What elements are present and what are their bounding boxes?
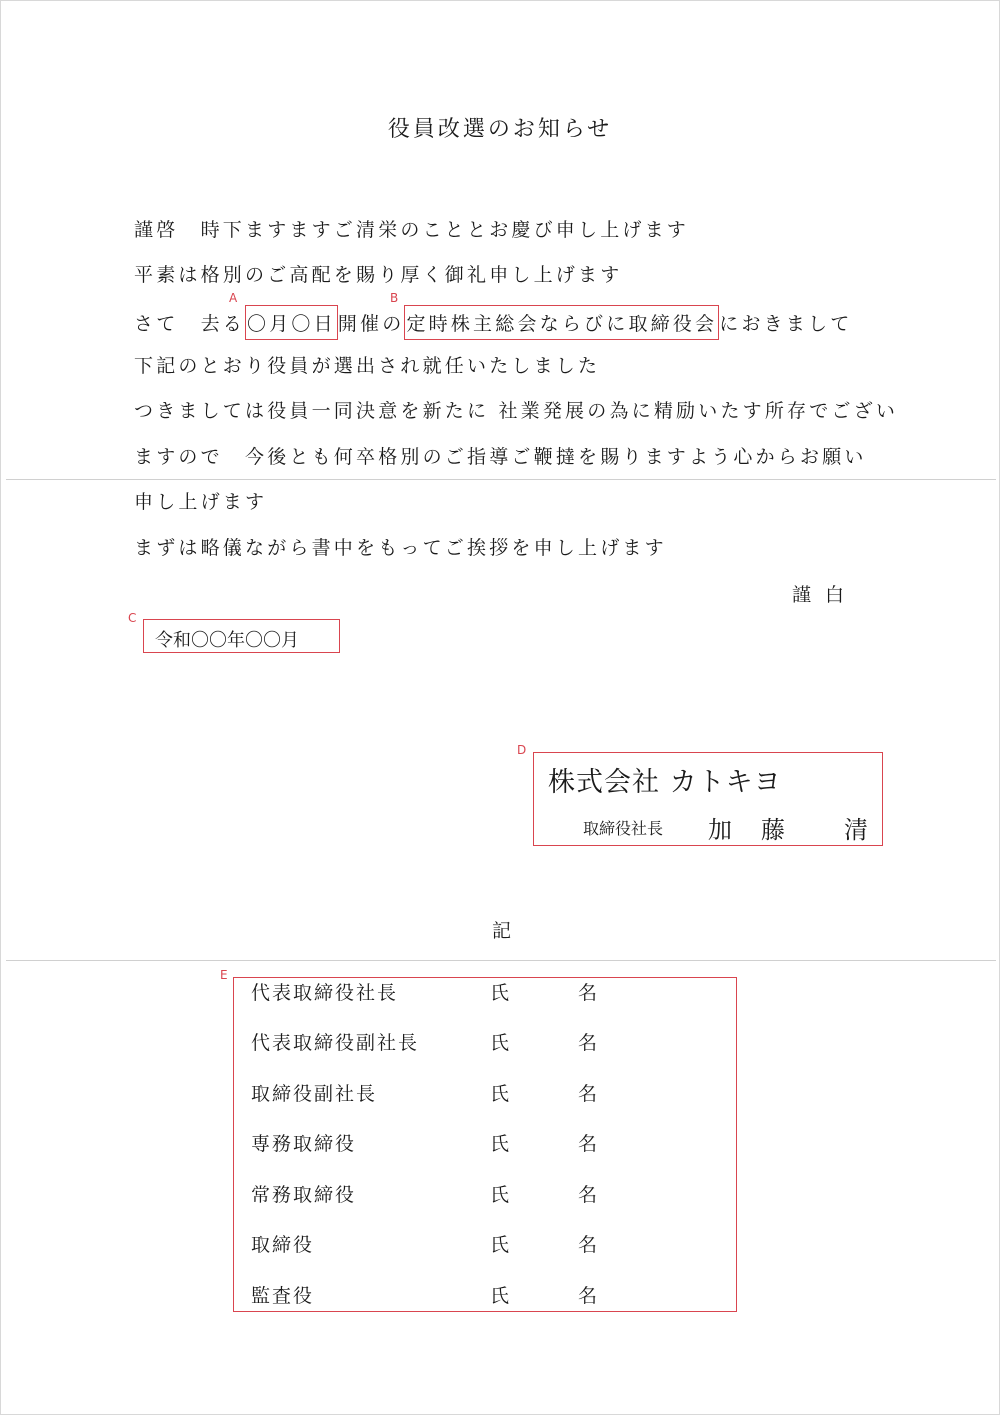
officer-position: 取締役副社長 bbox=[251, 1083, 378, 1105]
signer-name-2: 藤 bbox=[761, 816, 785, 844]
ki-heading: 記 bbox=[492, 920, 512, 942]
officer-shi: 氏 bbox=[490, 1032, 510, 1054]
marker-d: D bbox=[517, 743, 527, 757]
officer-mei: 名 bbox=[578, 1032, 598, 1054]
officer-mei: 名 bbox=[578, 1234, 598, 1256]
page-divider-1 bbox=[6, 479, 996, 480]
officer-mei: 名 bbox=[578, 1285, 598, 1307]
meeting-name-field[interactable]: 定時株主総会ならびに取締役会 bbox=[404, 305, 719, 340]
company-name: 株式会社 カトキヨ bbox=[548, 767, 782, 798]
officer-row bbox=[0, 1079, 1000, 1109]
signer-name-1: 加 bbox=[708, 816, 732, 844]
marker-e: E bbox=[220, 968, 228, 982]
line3-prefix: さて 去る bbox=[134, 313, 246, 335]
officer-position: 代表取締役社長 bbox=[251, 982, 399, 1004]
officer-row bbox=[0, 1281, 1000, 1311]
body-line-1: 謹啓 時下ますますご清栄のこととお慶び申し上げます bbox=[134, 219, 690, 241]
officer-position: 監査役 bbox=[251, 1285, 315, 1307]
officer-shi: 氏 bbox=[490, 1285, 510, 1307]
officer-mei: 名 bbox=[578, 1083, 598, 1105]
officer-row bbox=[0, 1129, 1000, 1159]
officer-shi: 氏 bbox=[490, 1083, 510, 1105]
officer-mei: 名 bbox=[578, 1184, 598, 1206]
meeting-date-field[interactable]: 〇月〇日 bbox=[245, 305, 338, 340]
body-line-5: つきましては役員一同決意を新たに 社業発展の為に精励いたす所存でござい bbox=[134, 400, 899, 422]
signer-role: 取締役社長 bbox=[583, 819, 664, 838]
signer-name-3: 清 bbox=[844, 816, 868, 844]
officer-position: 専務取締役 bbox=[251, 1133, 357, 1155]
date-text: 令和〇〇年〇〇月 bbox=[155, 630, 299, 651]
body-line-2: 平素は格別のご高配を賜り厚く御礼申し上げます bbox=[134, 264, 623, 286]
body-line-7: 申し上げます bbox=[134, 491, 268, 513]
marker-b: B bbox=[390, 291, 399, 305]
officer-mei: 名 bbox=[578, 982, 598, 1004]
officer-position: 代表取締役副社長 bbox=[251, 1032, 420, 1054]
officer-row bbox=[0, 1028, 1000, 1058]
officer-shi: 氏 bbox=[490, 1234, 510, 1256]
closing-word: 謹白 bbox=[792, 584, 859, 606]
officer-shi: 氏 bbox=[490, 1133, 510, 1155]
marker-a: A bbox=[229, 291, 238, 305]
document-title: 役員改選のお知らせ bbox=[387, 117, 613, 142]
officer-position: 取締役 bbox=[251, 1234, 315, 1256]
officer-position: 常務取締役 bbox=[251, 1184, 357, 1206]
page-divider-2 bbox=[6, 960, 996, 961]
officer-row bbox=[0, 978, 1000, 1008]
line3-middle: 開催の bbox=[337, 313, 405, 335]
marker-c: C bbox=[128, 611, 137, 625]
officer-row bbox=[0, 1230, 1000, 1260]
body-line-3 bbox=[134, 305, 852, 340]
officer-shi: 氏 bbox=[490, 1184, 510, 1206]
officer-row bbox=[0, 1180, 1000, 1210]
body-line-8: まずは略儀ながら書中をもってご挨拶を申し上げます bbox=[134, 537, 667, 559]
body-line-4: 下記のとおり役員が選出され就任いたしました bbox=[134, 355, 601, 377]
body-line-6: ますので 今後とも何卒格別のご指導ご鞭撻を賜りますよう心からお願い bbox=[134, 446, 867, 468]
officer-mei: 名 bbox=[578, 1133, 598, 1155]
officer-shi: 氏 bbox=[490, 982, 510, 1004]
line3-suffix: におきまして bbox=[719, 313, 853, 335]
